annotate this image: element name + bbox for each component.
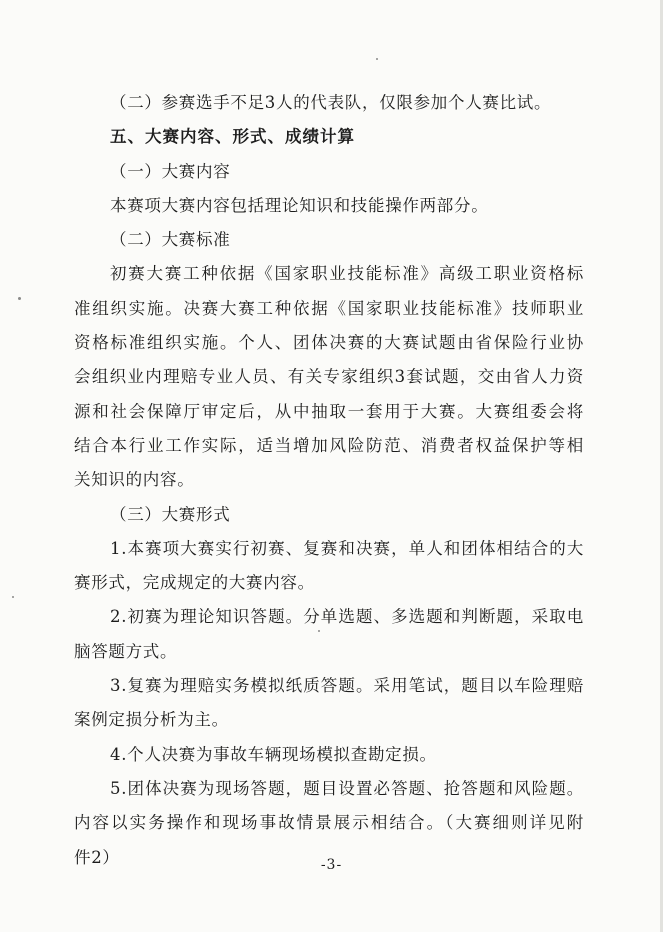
scan-speck (12, 596, 14, 598)
page-number: -3- (320, 857, 343, 873)
paragraph-line: 会组织业内理赔专业人员、有关专家组织3套试题，交由省人力资 (74, 367, 584, 387)
paragraph-line: 3.复赛为理赔实务模拟纸质答题。采用笔试，题目以车险理赔 (110, 676, 584, 696)
paragraph-line: 5.团体决赛为现场答题，题目设置必答题、抢答题和风险题。 (110, 778, 584, 798)
subsection-heading: （三）大赛形式 (110, 504, 231, 524)
paragraph-line: 关知识的内容。 (74, 470, 195, 490)
paragraph-line: （二）参赛选手不足3人的代表队，仅限参加个人赛比试。 (110, 93, 552, 112)
document-body (74, 86, 584, 875)
paragraph-line: 案例定损分析为主。 (74, 710, 229, 730)
paragraph-line: 件2） (74, 847, 120, 867)
paragraph-line: 4.个人决赛为事故车辆现场模拟查勘定损。 (110, 744, 437, 764)
scan-speck (18, 297, 21, 300)
paragraph-line: 本赛项大赛内容包括理论知识和技能操作两部分。 (110, 195, 489, 215)
paragraph-line: 源和社会保障厅审定后，从中抽取一套用于大赛。大赛组委会将 (74, 401, 584, 421)
paragraph-line: 脑答题方式。 (74, 641, 178, 661)
subsection-heading: （二）大赛标准 (110, 230, 231, 250)
paragraph-line: 内容以实务操作和现场事故情景展示相结合。（大赛细则详见附 (74, 813, 584, 833)
paragraph-line: 结合本行业工作实际，适当增加风险防范、消费者权益保护等相 (74, 435, 584, 455)
section-heading: 五、大赛内容、形式、成绩计算 (110, 127, 355, 147)
paragraph-line: 1.本赛项大赛实行初赛、复赛和决赛，单人和团体相结合的大 (110, 538, 584, 558)
paragraph-line: 资格标准组织实施。个人、团体决赛的大赛试题由省保险行业协 (74, 333, 584, 353)
paragraph-line: 准组织实施。决赛大赛工种依据《国家职业技能标准》技师职业 (74, 298, 584, 318)
paragraph-line: 2.初赛为理论知识答题。分单选题、多选题和判断题，采取电 (110, 607, 584, 627)
scan-speck (376, 58, 378, 60)
subsection-heading: （一）大赛内容 (110, 161, 231, 181)
paragraph-line: 赛形式，完成规定的大赛内容。 (74, 573, 315, 593)
paragraph-line: 初赛大赛工种依据《国家职业技能标准》高级工职业资格标 (110, 264, 584, 284)
